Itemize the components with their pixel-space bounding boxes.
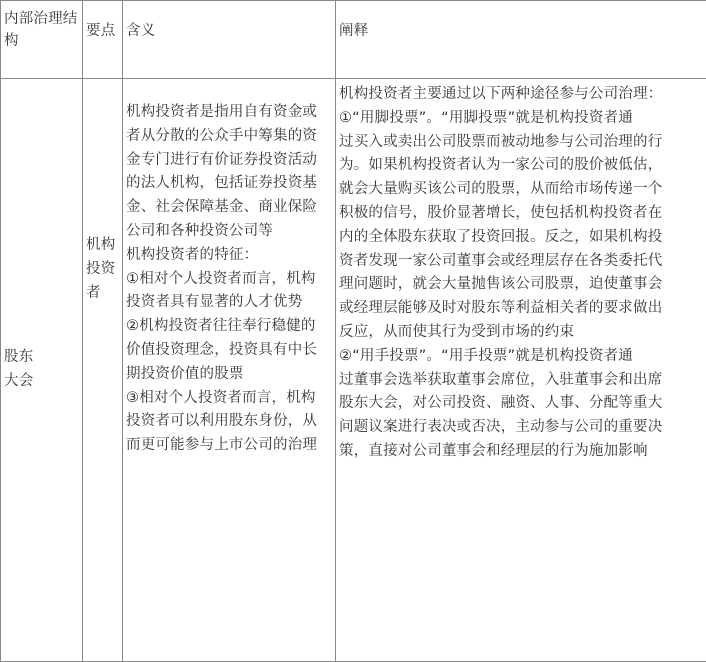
meaning-line: 金、社会保障基金、商业保险 [126,196,332,220]
structure-line: 大会 [4,370,79,394]
header-point: 要点 [83,1,123,79]
explanation-line: 过董事会选举获取董事会席位，入驻董事会和出席 [339,369,703,393]
explanation-line: 积极的信号，股价显著增长，使包括机构投资者在 [339,202,703,226]
structure-line: 股东 [4,346,79,370]
explanation-line: ①“用脚投票”。“用脚投票”就是机构投资者通 [339,107,703,131]
explanation-line: 就会大量购买该公司的股票，从而给市场传递一个 [339,178,703,202]
header-meaning: 含义 [123,1,336,79]
cell-meaning [123,79,336,662]
cell-explanation [336,79,706,662]
cell-point [83,79,123,662]
meaning-line: 者从分散的公众手中筹集的资 [126,125,332,149]
meaning-line: 公司和各种投资公司等 [126,220,332,244]
meaning-line: ①相对个人投资者而言，机构 [126,268,332,292]
point-line: 投资 [86,258,119,282]
header-row [1,1,706,79]
explanation-line: 为。如果机构投资者认为一家公司的股价被低估， [339,154,703,178]
meaning-line: 金专门进行有价证券投资活动 [126,149,332,173]
explanation-line: 股东大会，对公司投资、融资、人事、分配等重大 [339,392,703,416]
explanation-line: 反应，从而使其行为受到市场的约束 [339,321,703,345]
cell-structure [1,79,83,662]
explanation-line: ②“用手投票”。“用手投票”就是机构投资者通 [339,345,703,369]
meaning-line: 而更可能参与上市公司的治理 [126,434,332,458]
meaning-line: 价值投资理念，投资具有中长 [126,339,332,363]
meaning-line: 机构投资者是指用自有资金或 [126,101,332,125]
explanation-line: 内的全体股东获取了投资回报。反之，如果机构投 [339,226,703,250]
point-line: 机构 [86,234,119,258]
meaning-line: ③相对个人投资者而言，机构 [126,387,332,411]
meaning-line: ②机构投资者往往奉行稳健的 [126,315,332,339]
explanation-line: 机构投资者主要通过以下两种途径参与公司治理： [339,83,703,107]
explanation-line: 资者发现一家公司董事会或经理层存在各类委托代 [339,250,703,274]
explanation-line: 或经理层能够及时对股东等利益相关者的要求做出 [339,297,703,321]
meaning-line: 机构投资者的特征： [126,244,332,268]
meaning-line: 投资者具有显著的人才优势 [126,291,332,315]
meaning-line: 期投资价值的股票 [126,363,332,387]
explanation-line: 过买入或卖出公司股票而被动地参与公司治理的行 [339,131,703,155]
header-structure: 内部治理结构 [1,1,83,79]
meaning-line: 的法人机构，包括证券投资基 [126,172,332,196]
explanation-line: 问题议案进行表决或否决，主动参与公司的重要决 [339,416,703,440]
meaning-line: 投资者可以利用股东身份，从 [126,410,332,434]
explanation-line: 理问题时，就会大量抛售该公司股票，迫使董事会 [339,273,703,297]
header-explanation: 阐释 [336,1,706,79]
point-line: 者 [86,282,119,306]
explanation-line: 策，直接对公司董事会和经理层的行为施加影响 [339,440,703,464]
table-row [1,79,706,662]
